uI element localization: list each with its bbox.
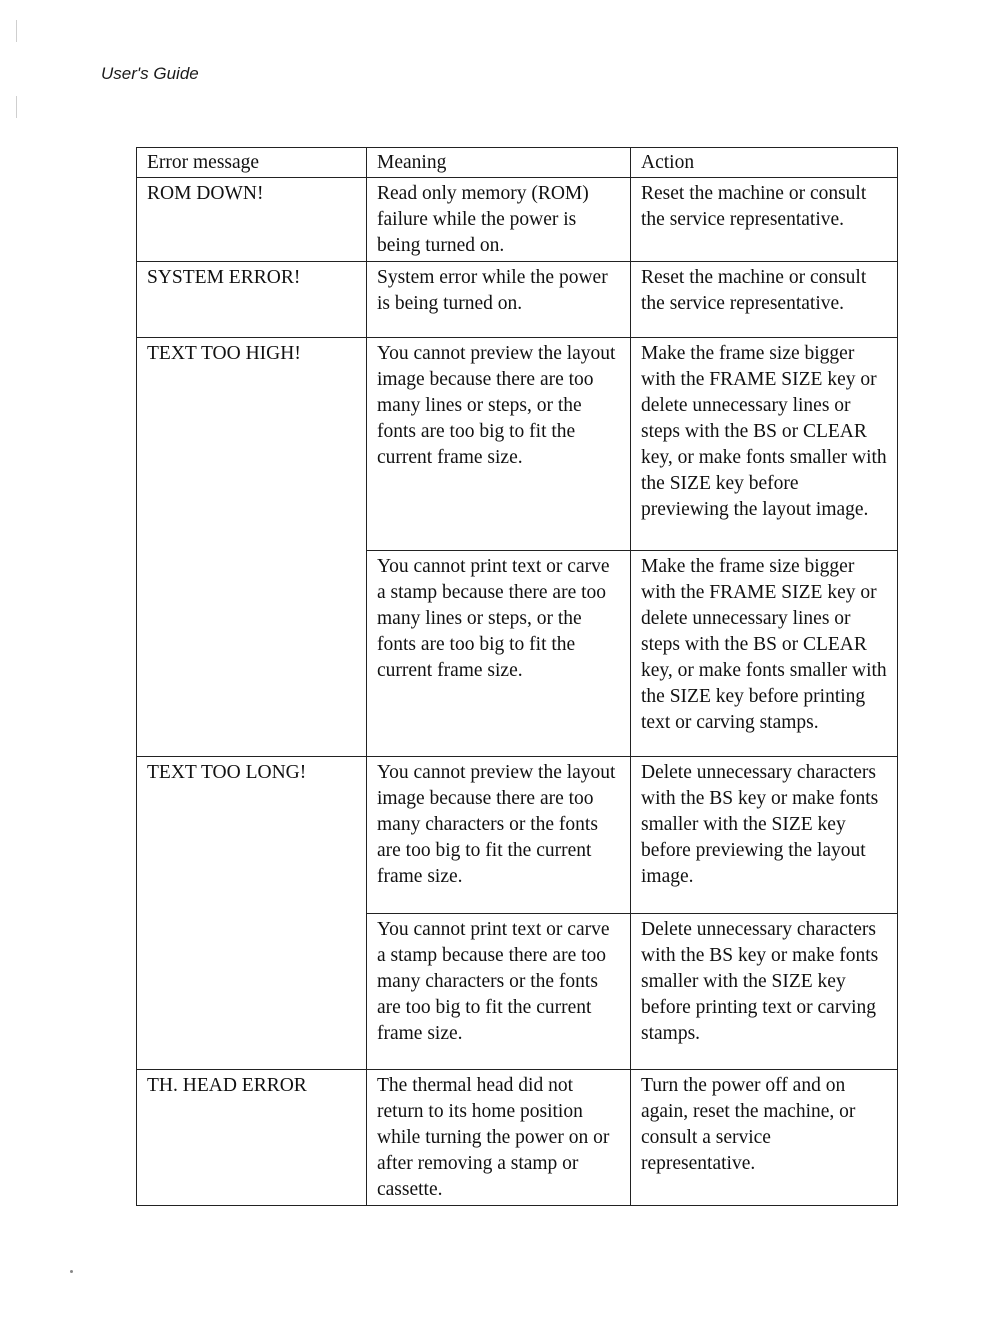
action-cell: Make the frame size bigger with the FRAME SIZE key or delete unnecessary lines or steps with the BS or CLEAR key, or make fonts smaller with the SIZE key before previewing the layout image. xyxy=(631,338,898,551)
header-error-message: Error message xyxy=(137,148,367,178)
meaning-cell: System error while the power is being turned on. xyxy=(367,262,631,338)
action-cell: Turn the power off and on again, reset the machine, or consult a service representative. xyxy=(631,1070,898,1206)
meaning-cell: You cannot preview the layout image because there are too many characters or the fonts are too big to fit the current frame size. xyxy=(367,757,631,914)
table-header-row xyxy=(137,148,898,178)
error-message-cell: TH. HEAD ERROR xyxy=(137,1070,367,1206)
action-cell: Delete unnecessary characters with the BS key or make fonts smaller with the SIZE key before printing text or carving stamps. xyxy=(631,914,898,1070)
table-row xyxy=(137,178,898,262)
action-cell: Reset the machine or consult the service representative. xyxy=(631,178,898,262)
error-message-cell: SYSTEM ERROR! xyxy=(137,262,367,338)
action-cell: Make the frame size bigger with the FRAME SIZE key or delete unnecessary lines or steps with the BS or CLEAR key, or make fonts smaller with the SIZE key before printing text or carving stamps. xyxy=(631,551,898,757)
action-cell: Reset the machine or consult the service representative. xyxy=(631,262,898,338)
meaning-cell: The thermal head did not return to its home position while turning the power on or after removing a stamp or cassette. xyxy=(367,1070,631,1206)
table-row xyxy=(137,757,898,914)
table-row xyxy=(137,1070,898,1206)
table-row xyxy=(137,262,898,338)
page-header: User's Guide xyxy=(101,64,199,83)
error-message-cell: TEXT TOO HIGH! xyxy=(137,338,367,757)
header-action: Action xyxy=(631,148,898,178)
scan-edge-mark xyxy=(16,20,17,42)
error-message-cell: ROM DOWN! xyxy=(137,178,367,262)
scan-edge-mark xyxy=(16,96,17,118)
table-row xyxy=(137,338,898,551)
meaning-cell: You cannot print text or carve a stamp because there are too many lines or steps, or the fonts are too big to fit the current frame size. xyxy=(367,551,631,757)
error-message-cell: TEXT TOO LONG! xyxy=(137,757,367,1070)
error-message-table xyxy=(136,147,898,1206)
meaning-cell: You cannot print text or carve a stamp because there are too many characters or the fonts are too big to fit the current frame size. xyxy=(367,914,631,1070)
header-meaning: Meaning xyxy=(367,148,631,178)
meaning-cell: Read only memory (ROM) failure while the power is being turned on. xyxy=(367,178,631,262)
meaning-cell: You cannot preview the layout image because there are too many lines or steps, or the fonts are too big to fit the current frame size. xyxy=(367,338,631,551)
scan-speck xyxy=(70,1270,73,1273)
action-cell: Delete unnecessary characters with the BS key or make fonts smaller with the SIZE key before previewing the layout image. xyxy=(631,757,898,914)
